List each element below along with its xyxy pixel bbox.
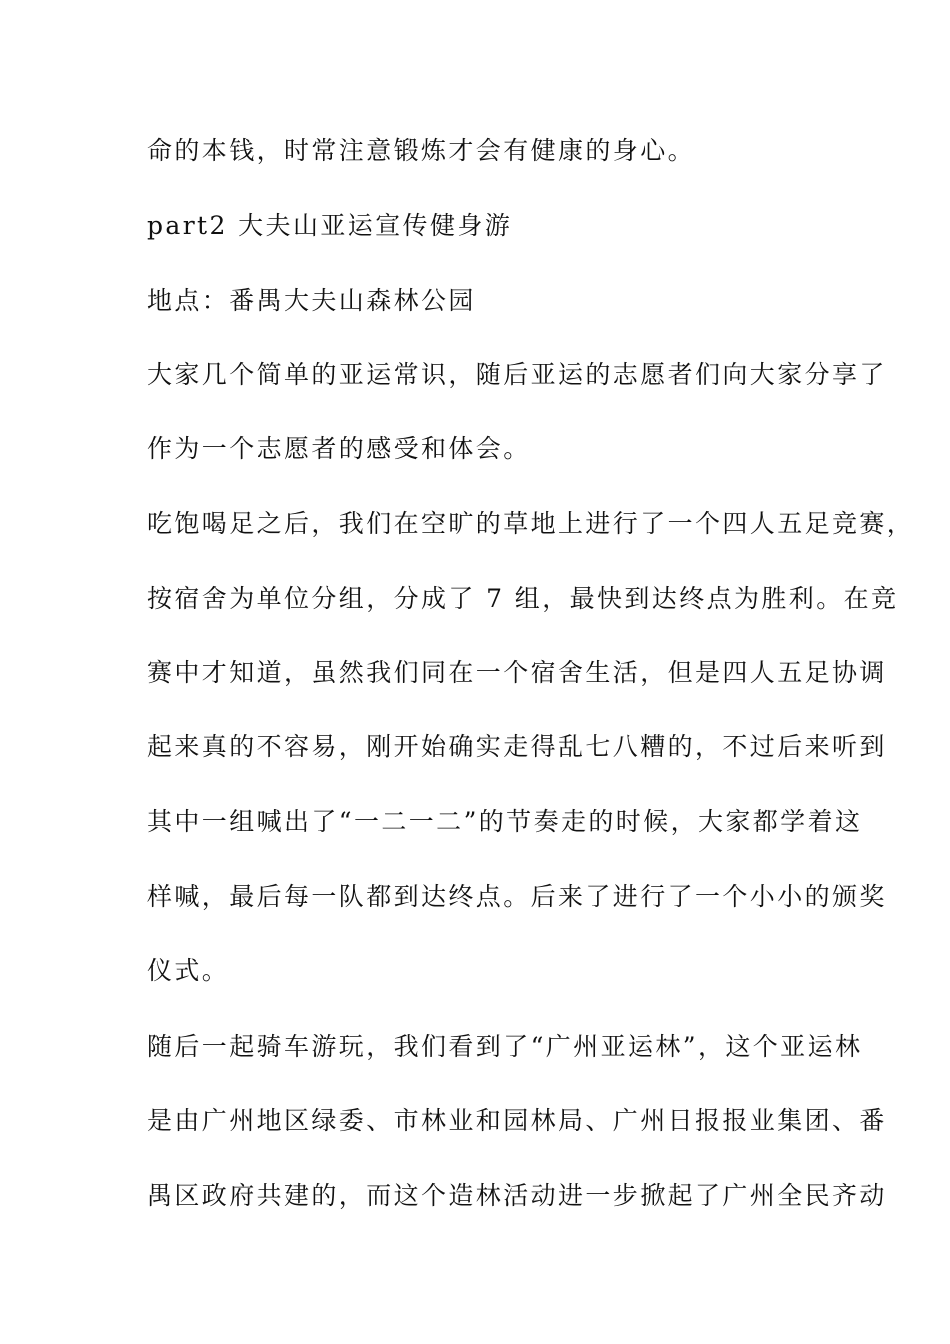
text-line: 随后一起骑车游玩，我们看到了“广州亚运林”，这个亚运林	[147, 1032, 863, 1061]
location-line: 地点：番禺大夫山森林公园	[147, 286, 476, 315]
text-line: 命的本钱，时常注意锻炼才会有健康的身心。	[147, 136, 696, 165]
text-line: 按宿舍为单位分组，分成了 7 组，最快到达终点为胜利。在竞	[147, 584, 899, 613]
text-line: 起来真的不容易，刚开始确实走得乱七八糟的，不过后来听到	[147, 732, 887, 761]
text-line: 吃饱喝足之后，我们在空旷的草地上进行了一个四人五足竞赛，	[147, 509, 915, 538]
text-line: 其中一组喊出了“一二一二”的节奏走的时候，大家都学着这	[147, 807, 863, 836]
text-line: 大家几个简单的亚运常识，随后亚运的志愿者们向大家分享了	[147, 360, 887, 389]
text-line: 作为一个志愿者的感受和体会。	[147, 434, 531, 463]
text-line: 样喊，最后每一队都到达终点。后来了进行了一个小小的颁奖	[147, 882, 887, 911]
section-heading: part2 大夫山亚运宣传健身游	[147, 211, 513, 240]
text-line: 禺区政府共建的，而这个造林活动进一步掀起了广州全民齐动	[147, 1181, 887, 1210]
text-line: 是由广州地区绿委、市林业和园林局、广州日报报业集团、番	[147, 1106, 887, 1135]
text-line: 仪式。	[147, 956, 230, 985]
text-line: 赛中才知道，虽然我们同在一个宿舍生活，但是四人五足协调	[147, 658, 887, 687]
